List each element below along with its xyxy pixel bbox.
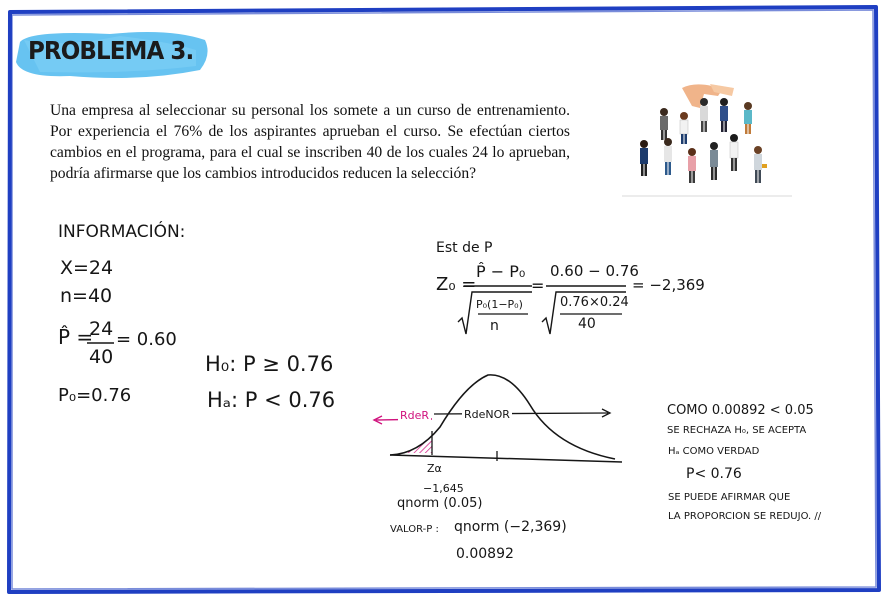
critical-value: −1,645 — [423, 482, 464, 495]
info-p0-value: P₀=0.76 — [58, 385, 132, 406]
z-alpha-label: Zα — [427, 462, 442, 475]
z-equals-1: = — [531, 276, 545, 295]
z-numerator-1: P̂ − P₀ — [476, 262, 526, 281]
conclusion-line-5: SE PUEDE AFIRMAR QUE — [668, 492, 791, 503]
conclusion-line-1: COMO 0.00892 < 0.05 — [667, 403, 814, 418]
conclusion-line-6: LA PROPORCION SE REDUJO. // — [668, 511, 822, 522]
info-phat-denominator: 40 — [89, 346, 114, 368]
x-axis — [390, 455, 622, 462]
rejection-region-label: RdeR — [400, 409, 430, 422]
non-rejection-region-label: RdeNOR — [464, 408, 510, 421]
z-numerator-2: 0.60 − 0.76 — [550, 262, 639, 280]
z-result: = −2,369 — [632, 276, 705, 294]
problem-title: PROBLEMA 3. — [28, 36, 194, 65]
alternative-hypothesis: Hₐ: P < 0.76 — [207, 388, 336, 412]
conclusion-line-4: P< 0.76 — [686, 466, 742, 482]
conclusion-line-2: SE RECHAZA H₀, SE ACEPTA — [667, 425, 807, 436]
problem-statement: Una empresa al seleccionar su personal los somete a un curso de entrenamiento. Por experiencia el 76% de los aspirantes aprueban el curso. Se efectúan ciertos cambios en el programa, para el cual se inscriben 40 de los cuales 24 lo aprueban, podría afirmarse que los cambios introducidos reducen la selección? — [50, 102, 570, 182]
z-denominator-1-bottom: n — [490, 318, 499, 334]
test-statistic-label: Est de P — [436, 240, 493, 256]
z-lhs: Z₀ = — [436, 274, 477, 295]
info-heading: INFORMACIÓN: — [58, 222, 186, 242]
z-denominator-1-top: P₀(1−P₀) — [476, 298, 523, 311]
qnorm-expression: qnorm (0.05) — [397, 496, 483, 511]
info-phat-result: = 0.60 — [116, 329, 177, 350]
info-phat-lhs: P̂ = — [58, 325, 94, 349]
people-group-illustration — [622, 80, 792, 198]
p-value-result: 0.00892 — [456, 546, 514, 562]
info-x-value: X=24 — [60, 257, 114, 279]
z-denominator-2-top: 0.76×0.24 — [560, 295, 629, 310]
non-rejection-arrow — [434, 413, 608, 414]
null-hypothesis: H₀: P ≥ 0.76 — [205, 352, 334, 376]
p-value-label: VALOR-P : — [390, 524, 439, 535]
p-value-expression: qnorm (−2,369) — [454, 519, 567, 535]
z-denominator-2-bottom: 40 — [578, 316, 596, 332]
info-n-value: n=40 — [60, 285, 113, 307]
conclusion-line-3: Hₐ COMO VERDAD — [668, 446, 760, 457]
rejection-region-shading — [400, 435, 432, 453]
info-phat-fraction-bar — [86, 341, 116, 345]
info-phat-numerator: 24 — [89, 318, 114, 340]
